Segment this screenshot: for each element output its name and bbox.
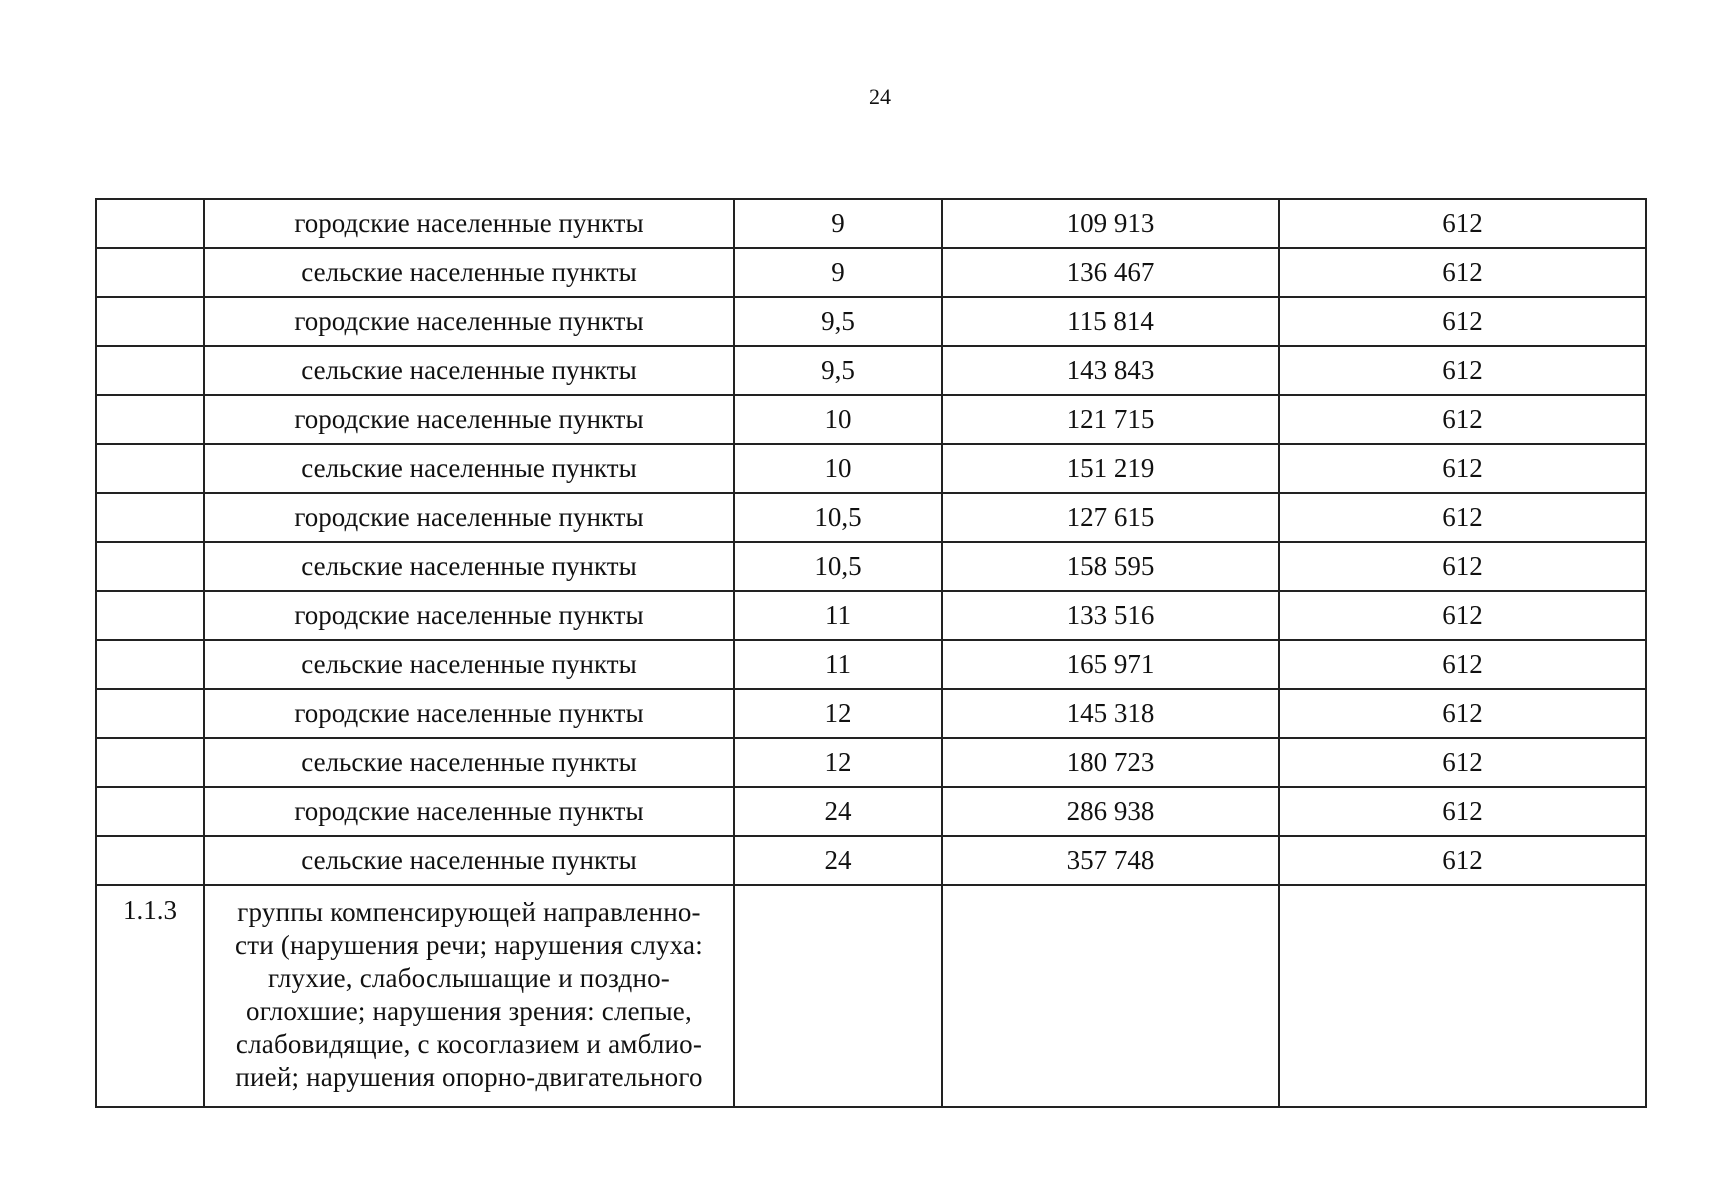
cell-number <box>96 836 204 885</box>
cell-cost: 121 715 <box>942 395 1279 444</box>
description-line: группы компенсирующей направленно- <box>237 897 701 927</box>
cell-description: сельские населенные пункты <box>204 444 734 493</box>
cell-description: сельские населенные пункты <box>204 640 734 689</box>
description-line: глухие, слабослышащие и поздно- <box>267 962 670 993</box>
cell-hours: 9,5 <box>734 297 942 346</box>
table-row <box>96 640 1646 689</box>
cell-hours: 12 <box>734 689 942 738</box>
cell-number <box>96 542 204 591</box>
cell-number <box>96 787 204 836</box>
cell-cost: 165 971 <box>942 640 1279 689</box>
page-number: 24 <box>869 84 891 109</box>
cell-description: сельские населенные пункты <box>204 836 734 885</box>
cell-cost: 109 913 <box>942 199 1279 248</box>
cell-hours: 11 <box>734 640 942 689</box>
cell-hours: 10 <box>734 444 942 493</box>
cell-description: городские населенные пункты <box>204 199 734 248</box>
cell-cost: 143 843 <box>942 346 1279 395</box>
cell-cost: 151 219 <box>942 444 1279 493</box>
cell-number <box>96 297 204 346</box>
cell-number <box>96 738 204 787</box>
cell-norm <box>1279 885 1646 1107</box>
table-row <box>96 689 1646 738</box>
cell-number: 1.1.3 <box>96 885 204 1107</box>
cell-number <box>96 591 204 640</box>
cell-norm: 612 <box>1279 542 1646 591</box>
table-row <box>96 787 1646 836</box>
cell-hours: 24 <box>734 836 942 885</box>
cell-description: городские населенные пункты <box>204 395 734 444</box>
cell-norm: 612 <box>1279 395 1646 444</box>
cell-hours: 10 <box>734 395 942 444</box>
table-row <box>96 297 1646 346</box>
cell-number <box>96 395 204 444</box>
table-row <box>96 493 1646 542</box>
table-row <box>96 542 1646 591</box>
cell-cost: 115 814 <box>942 297 1279 346</box>
cell-cost: 133 516 <box>942 591 1279 640</box>
cell-description: городские населенные пункты <box>204 493 734 542</box>
cell-number <box>96 248 204 297</box>
cell-hours: 9,5 <box>734 346 942 395</box>
cell-norm: 612 <box>1279 836 1646 885</box>
description-line: слабовидящие, с косоглазием и амблио- <box>235 1028 703 1059</box>
cell-description: сельские населенные пункты <box>204 248 734 297</box>
cell-description: сельские населенные пункты <box>204 738 734 787</box>
cell-norm: 612 <box>1279 493 1646 542</box>
cell-norm: 612 <box>1279 689 1646 738</box>
data-table <box>95 198 1647 1108</box>
cell-hours: 24 <box>734 787 942 836</box>
cell-cost: 127 615 <box>942 493 1279 542</box>
description-line: оглохшие; нарушения зрения: слепые, <box>246 995 692 1026</box>
cell-description: городские населенные пункты <box>204 689 734 738</box>
cell-norm: 612 <box>1279 297 1646 346</box>
cell-norm: 612 <box>1279 199 1646 248</box>
table-row <box>96 444 1646 493</box>
cell-number <box>96 444 204 493</box>
description-block <box>209 896 729 1094</box>
cell-hours: 10,5 <box>734 493 942 542</box>
cell-norm: 612 <box>1279 640 1646 689</box>
cell-number <box>96 346 204 395</box>
cell-description: сельские населенные пункты <box>204 346 734 395</box>
cell-norm: 612 <box>1279 248 1646 297</box>
cell-norm: 612 <box>1279 444 1646 493</box>
table-row <box>96 248 1646 297</box>
cell-norm: 612 <box>1279 738 1646 787</box>
table-row <box>96 738 1646 787</box>
description-line: сти (нарушения речи; нарушения слуха: <box>235 929 703 960</box>
cell-norm: 612 <box>1279 787 1646 836</box>
cell-number <box>96 199 204 248</box>
cell-number <box>96 640 204 689</box>
cell-cost: 145 318 <box>942 689 1279 738</box>
cell-hours: 12 <box>734 738 942 787</box>
cell-norm: 612 <box>1279 591 1646 640</box>
cell-description: городские населенные пункты <box>204 787 734 836</box>
table-row <box>96 836 1646 885</box>
cell-cost: 136 467 <box>942 248 1279 297</box>
cell-hours: 9 <box>734 199 942 248</box>
table-row <box>96 346 1646 395</box>
table-body <box>96 199 1646 1107</box>
cell-hours <box>734 885 942 1107</box>
table-row <box>96 395 1646 444</box>
cell-hours: 10,5 <box>734 542 942 591</box>
table-row <box>96 591 1646 640</box>
cell-hours: 11 <box>734 591 942 640</box>
cell-cost: 158 595 <box>942 542 1279 591</box>
cell-description: сельские населенные пункты <box>204 542 734 591</box>
cell-norm: 612 <box>1279 346 1646 395</box>
cell-cost: 180 723 <box>942 738 1279 787</box>
cell-description: городские населенные пункты <box>204 591 734 640</box>
description-line: пией; нарушения опорно-двигательного <box>235 1061 703 1092</box>
cell-cost: 357 748 <box>942 836 1279 885</box>
cell-number <box>96 493 204 542</box>
table-row-1-1-3 <box>96 885 1646 1107</box>
cell-description: городские населенные пункты <box>204 297 734 346</box>
cell-number <box>96 689 204 738</box>
cell-cost <box>942 885 1279 1107</box>
cell-cost: 286 938 <box>942 787 1279 836</box>
table-row <box>96 199 1646 248</box>
cell-description <box>204 885 734 1107</box>
cell-hours: 9 <box>734 248 942 297</box>
